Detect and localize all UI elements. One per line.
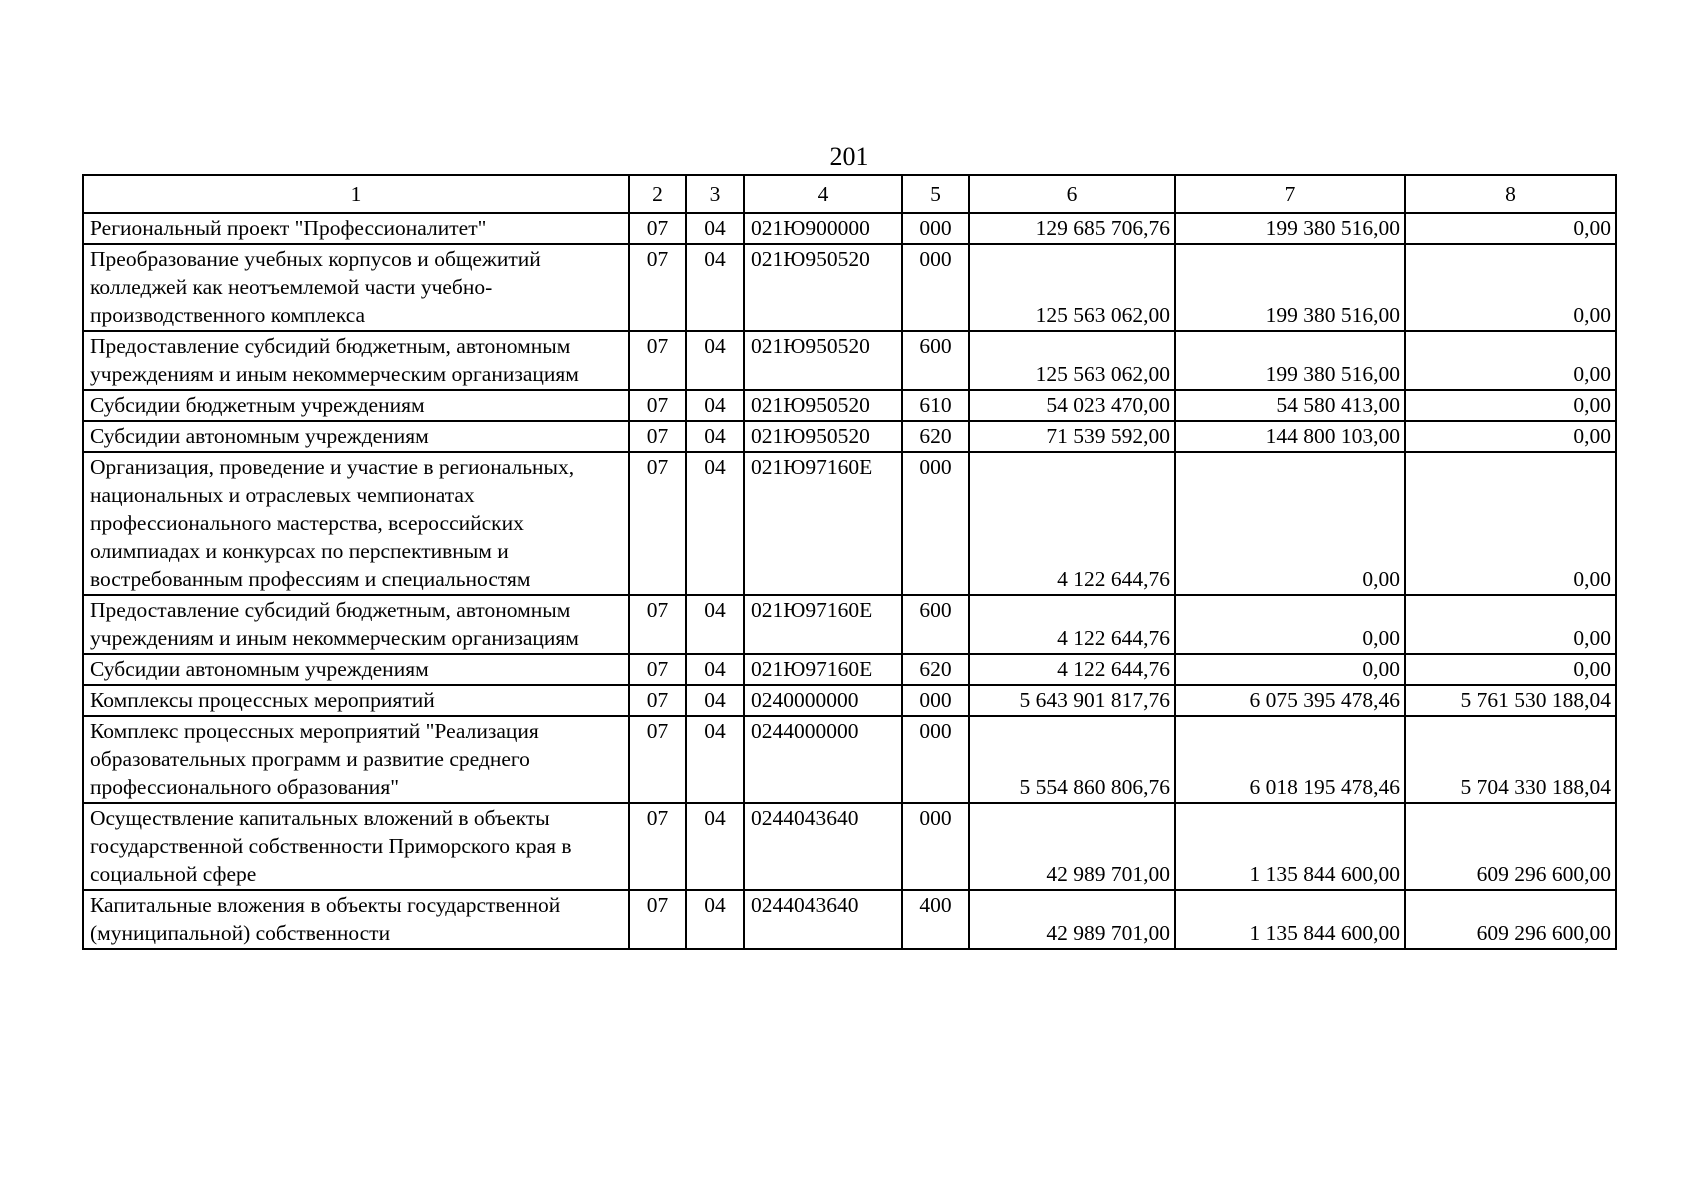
section-code-cell: 07	[629, 803, 686, 890]
section-code-cell: 07	[629, 390, 686, 421]
section-code-cell: 07	[629, 213, 686, 244]
subsection-code-cell: 04	[686, 452, 744, 595]
budget-table	[82, 174, 1617, 950]
amount-col8-cell: 0,00	[1405, 421, 1616, 452]
table-header-row	[83, 175, 1616, 213]
target-article-cell: 021Ю950520	[744, 244, 902, 331]
section-code-cell: 07	[629, 890, 686, 949]
expense-type-cell: 000	[902, 716, 969, 803]
expense-type-cell: 600	[902, 595, 969, 654]
expense-type-cell: 610	[902, 390, 969, 421]
amount-col8-cell: 0,00	[1405, 595, 1616, 654]
target-article-cell: 021Ю97160Е	[744, 654, 902, 685]
amount-col8-cell: 5 761 530 188,04	[1405, 685, 1616, 716]
amount-col7-cell: 0,00	[1175, 654, 1405, 685]
section-code-cell: 07	[629, 654, 686, 685]
table-row	[83, 390, 1616, 421]
amount-col8-cell: 0,00	[1405, 654, 1616, 685]
table-row	[83, 890, 1616, 949]
amount-col8-cell: 0,00	[1405, 244, 1616, 331]
target-article-cell: 021Ю950520	[744, 331, 902, 390]
subsection-code-cell: 04	[686, 803, 744, 890]
subsection-code-cell: 04	[686, 244, 744, 331]
target-article-cell: 021Ю97160Е	[744, 595, 902, 654]
amount-col7-cell: 199 380 516,00	[1175, 331, 1405, 390]
amount-col7-cell: 6 018 195 478,46	[1175, 716, 1405, 803]
item-name-cell: Субсидии бюджетным учреждениям	[83, 390, 629, 421]
table-row	[83, 685, 1616, 716]
item-name-cell: Организация, проведение и участие в региональных, национальных и отраслевых чемпионатах профессионального мастерства, всероссийских олимпиадах и конкурсах по перспективным и востребованным профессиям и специальностям	[83, 452, 629, 595]
section-code-cell: 07	[629, 331, 686, 390]
amount-col7-cell: 1 135 844 600,00	[1175, 803, 1405, 890]
amount-col6-cell: 129 685 706,76	[969, 213, 1175, 244]
target-article-cell: 0244043640	[744, 890, 902, 949]
item-name-cell: Субсидии автономным учреждениям	[83, 421, 629, 452]
page-number: 201	[829, 142, 869, 171]
item-name-cell: Капитальные вложения в объекты государственной (муниципальной) собственности	[83, 890, 629, 949]
subsection-code-cell: 04	[686, 685, 744, 716]
table-row	[83, 213, 1616, 244]
header-cell: 8	[1405, 175, 1616, 213]
amount-col6-cell: 125 563 062,00	[969, 331, 1175, 390]
amount-col7-cell: 144 800 103,00	[1175, 421, 1405, 452]
subsection-code-cell: 04	[686, 716, 744, 803]
item-name-cell: Комплекс процессных мероприятий "Реализация образовательных программ и развитие среднего профессионального образования"	[83, 716, 629, 803]
amount-col7-cell: 6 075 395 478,46	[1175, 685, 1405, 716]
amount-col6-cell: 5 554 860 806,76	[969, 716, 1175, 803]
target-article-cell: 0244000000	[744, 716, 902, 803]
subsection-code-cell: 04	[686, 654, 744, 685]
section-code-cell: 07	[629, 452, 686, 595]
amount-col6-cell: 42 989 701,00	[969, 890, 1175, 949]
item-name-cell: Субсидии автономным учреждениям	[83, 654, 629, 685]
amount-col8-cell: 5 704 330 188,04	[1405, 716, 1616, 803]
expense-type-cell: 620	[902, 654, 969, 685]
amount-col6-cell: 4 122 644,76	[969, 595, 1175, 654]
amount-col7-cell: 54 580 413,00	[1175, 390, 1405, 421]
amount-col6-cell: 54 023 470,00	[969, 390, 1175, 421]
amount-col7-cell: 0,00	[1175, 452, 1405, 595]
expense-type-cell: 000	[902, 452, 969, 595]
target-article-cell: 021Ю950520	[744, 390, 902, 421]
table-row	[83, 803, 1616, 890]
table-row	[83, 244, 1616, 331]
item-name-cell: Осуществление капитальных вложений в объекты государственной собственности Приморского края в социальной сфере	[83, 803, 629, 890]
subsection-code-cell: 04	[686, 213, 744, 244]
subsection-code-cell: 04	[686, 421, 744, 452]
table-row	[83, 654, 1616, 685]
expense-type-cell: 000	[902, 803, 969, 890]
subsection-code-cell: 04	[686, 331, 744, 390]
amount-col8-cell: 0,00	[1405, 452, 1616, 595]
header-cell: 7	[1175, 175, 1405, 213]
amount-col6-cell: 4 122 644,76	[969, 452, 1175, 595]
amount-col7-cell: 1 135 844 600,00	[1175, 890, 1405, 949]
amount-col7-cell: 199 380 516,00	[1175, 244, 1405, 331]
expense-type-cell: 000	[902, 213, 969, 244]
header-cell: 2	[629, 175, 686, 213]
amount-col7-cell: 199 380 516,00	[1175, 213, 1405, 244]
target-article-cell: 021Ю950520	[744, 421, 902, 452]
header-cell: 6	[969, 175, 1175, 213]
amount-col6-cell: 4 122 644,76	[969, 654, 1175, 685]
expense-type-cell: 620	[902, 421, 969, 452]
section-code-cell: 07	[629, 716, 686, 803]
header-cell: 5	[902, 175, 969, 213]
table-row	[83, 595, 1616, 654]
amount-col8-cell: 0,00	[1405, 331, 1616, 390]
header-cell: 3	[686, 175, 744, 213]
section-code-cell: 07	[629, 244, 686, 331]
amount-col8-cell: 0,00	[1405, 213, 1616, 244]
subsection-code-cell: 04	[686, 595, 744, 654]
item-name-cell: Региональный проект "Профессионалитет"	[83, 213, 629, 244]
table-row	[83, 452, 1616, 595]
expense-type-cell: 000	[902, 244, 969, 331]
target-article-cell: 0240000000	[744, 685, 902, 716]
section-code-cell: 07	[629, 421, 686, 452]
target-article-cell: 021Ю900000	[744, 213, 902, 244]
amount-col8-cell: 609 296 600,00	[1405, 803, 1616, 890]
item-name-cell: Преобразование учебных корпусов и общежитий колледжей как неотъемлемой части учебно-производственного комплекса	[83, 244, 629, 331]
header-cell: 1	[83, 175, 629, 213]
amount-col6-cell: 125 563 062,00	[969, 244, 1175, 331]
amount-col8-cell: 0,00	[1405, 390, 1616, 421]
table-row	[83, 331, 1616, 390]
table-row	[83, 421, 1616, 452]
amount-col6-cell: 5 643 901 817,76	[969, 685, 1175, 716]
expense-type-cell: 000	[902, 685, 969, 716]
item-name-cell: Предоставление субсидий бюджетным, автономным учреждениям и иным некоммерческим организациям	[83, 331, 629, 390]
amount-col6-cell: 42 989 701,00	[969, 803, 1175, 890]
item-name-cell: Предоставление субсидий бюджетным, автономным учреждениям и иным некоммерческим организациям	[83, 595, 629, 654]
expense-type-cell: 600	[902, 331, 969, 390]
amount-col7-cell: 0,00	[1175, 595, 1405, 654]
amount-col8-cell: 609 296 600,00	[1405, 890, 1616, 949]
table-row	[83, 716, 1616, 803]
target-article-cell: 021Ю97160Е	[744, 452, 902, 595]
expense-type-cell: 400	[902, 890, 969, 949]
header-cell: 4	[744, 175, 902, 213]
amount-col6-cell: 71 539 592,00	[969, 421, 1175, 452]
section-code-cell: 07	[629, 595, 686, 654]
item-name-cell: Комплексы процессных мероприятий	[83, 685, 629, 716]
subsection-code-cell: 04	[686, 390, 744, 421]
subsection-code-cell: 04	[686, 890, 744, 949]
section-code-cell: 07	[629, 685, 686, 716]
target-article-cell: 0244043640	[744, 803, 902, 890]
